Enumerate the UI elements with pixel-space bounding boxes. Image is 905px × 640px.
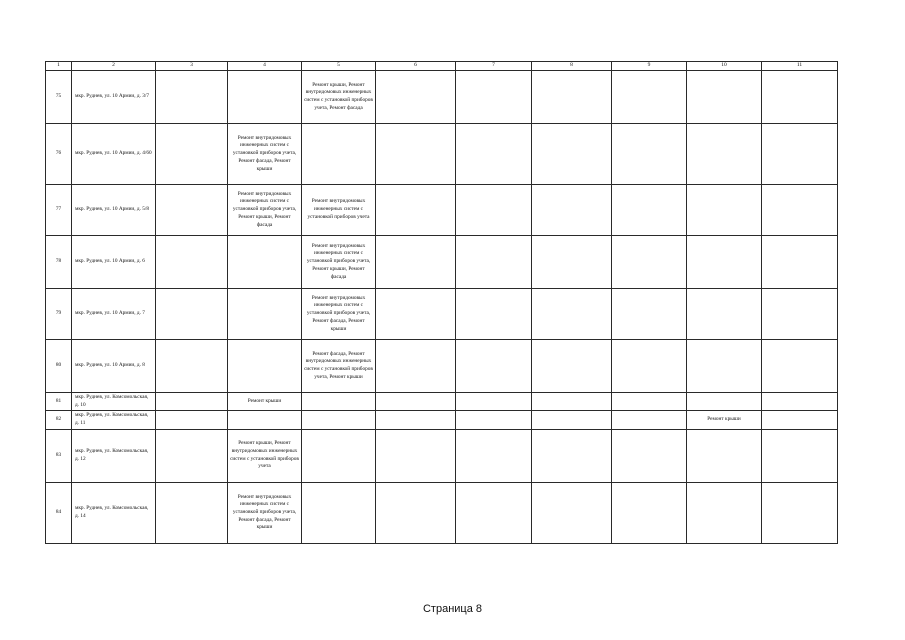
work-cell bbox=[687, 236, 762, 289]
work-cell bbox=[612, 185, 687, 236]
work-cell bbox=[762, 124, 838, 185]
work-cell: Ремонт внутридомовых инженерных систем с установкой приборов учета bbox=[302, 185, 376, 236]
row-number: 84 bbox=[46, 482, 72, 543]
table-row bbox=[46, 185, 838, 236]
work-cell bbox=[302, 482, 376, 543]
work-cell bbox=[376, 340, 456, 393]
row-number: 81 bbox=[46, 393, 72, 411]
work-cell bbox=[376, 411, 456, 429]
work-cell bbox=[687, 71, 762, 124]
work-cell bbox=[762, 340, 838, 393]
work-cell bbox=[762, 185, 838, 236]
work-cell bbox=[228, 289, 302, 340]
work-cell bbox=[456, 236, 532, 289]
work-cell bbox=[612, 71, 687, 124]
work-cell bbox=[156, 71, 228, 124]
work-cell: Ремонт внутридомовых инженерных систем с установкой приборов учета, Ремонт фасада, Ремонт крыши bbox=[228, 124, 302, 185]
work-cell bbox=[532, 393, 612, 411]
work-cell bbox=[228, 236, 302, 289]
work-cell: Ремонт крыши bbox=[228, 393, 302, 411]
page-number: Страница 8 bbox=[422, 603, 483, 615]
work-cell bbox=[376, 124, 456, 185]
work-cell bbox=[762, 429, 838, 482]
row-number: 80 bbox=[46, 340, 72, 393]
row-number: 76 bbox=[46, 124, 72, 185]
address-cell: мкр. Руднев, ул. 10 Армии, д. 6 bbox=[72, 236, 156, 289]
work-cell bbox=[156, 289, 228, 340]
work-cell bbox=[532, 185, 612, 236]
work-cell bbox=[532, 289, 612, 340]
address-cell: мкр. Руднев, ул. 10 Армии, д. 8 bbox=[72, 340, 156, 393]
work-cell: Ремонт внутридомовых инженерных систем с установкой приборов учета, Ремонт фасада, Ремонт крыши bbox=[228, 482, 302, 543]
address-cell: мкр. Руднев, ул. 10 Армии, д. 5/8 bbox=[72, 185, 156, 236]
table-row bbox=[46, 482, 838, 543]
work-cell bbox=[156, 340, 228, 393]
work-cell bbox=[228, 71, 302, 124]
column-header: 4 bbox=[228, 62, 302, 71]
work-cell bbox=[612, 411, 687, 429]
column-header: 1 bbox=[46, 62, 72, 71]
address-cell: мкр. Руднев, ул. 10 Армии, д. 7 bbox=[72, 289, 156, 340]
work-cell bbox=[302, 429, 376, 482]
column-header: 6 bbox=[376, 62, 456, 71]
work-cell bbox=[532, 429, 612, 482]
work-cell bbox=[156, 482, 228, 543]
work-cell bbox=[302, 124, 376, 185]
work-cell bbox=[456, 340, 532, 393]
table-row bbox=[46, 411, 838, 429]
work-cell bbox=[532, 340, 612, 393]
address-cell: мкр. Руднев, ул. 10 Армии, д. 3/7 bbox=[72, 71, 156, 124]
table-row bbox=[46, 124, 838, 185]
work-cell bbox=[612, 340, 687, 393]
work-cell bbox=[156, 185, 228, 236]
address-cell: мкр. Руднев, ул. Комсомольская, д. 10 bbox=[72, 393, 156, 411]
work-cell bbox=[376, 71, 456, 124]
work-cell bbox=[532, 236, 612, 289]
work-cell bbox=[612, 124, 687, 185]
work-cell bbox=[376, 429, 456, 482]
work-cell: Ремонт внутридомовых инженерных систем с установкой приборов учета, Ремонт фасада, Ремонт крыши bbox=[302, 289, 376, 340]
work-cell bbox=[687, 482, 762, 543]
work-cell bbox=[687, 340, 762, 393]
work-cell bbox=[532, 71, 612, 124]
work-cell bbox=[532, 124, 612, 185]
work-cell bbox=[156, 411, 228, 429]
work-cell bbox=[456, 71, 532, 124]
column-header: 7 bbox=[456, 62, 532, 71]
work-cell bbox=[156, 236, 228, 289]
table-row bbox=[46, 429, 838, 482]
work-cell bbox=[302, 411, 376, 429]
work-cell bbox=[228, 411, 302, 429]
work-cell bbox=[762, 482, 838, 543]
work-cell bbox=[156, 124, 228, 185]
work-cell bbox=[456, 429, 532, 482]
work-cell bbox=[762, 393, 838, 411]
work-cell bbox=[687, 185, 762, 236]
work-cell bbox=[687, 289, 762, 340]
work-cell bbox=[612, 236, 687, 289]
column-header: 11 bbox=[762, 62, 838, 71]
work-cell bbox=[612, 289, 687, 340]
column-header: 10 bbox=[687, 62, 762, 71]
work-cell: Ремонт крыши bbox=[687, 411, 762, 429]
work-cell bbox=[762, 71, 838, 124]
column-header: 3 bbox=[156, 62, 228, 71]
work-cell bbox=[302, 393, 376, 411]
work-cell bbox=[762, 411, 838, 429]
work-cell bbox=[612, 393, 687, 411]
work-cell bbox=[687, 124, 762, 185]
table-row bbox=[46, 71, 838, 124]
work-cell bbox=[762, 289, 838, 340]
work-cell bbox=[612, 429, 687, 482]
work-cell bbox=[376, 393, 456, 411]
work-cell: Ремонт фасада, Ремонт внутридомовых инженерных систем с установкой приборов учета, Ремонт крыши bbox=[302, 340, 376, 393]
work-cell bbox=[762, 236, 838, 289]
column-header: 8 bbox=[532, 62, 612, 71]
work-cell bbox=[456, 482, 532, 543]
work-cell bbox=[376, 236, 456, 289]
work-cell: Ремонт внутридомовых инженерных систем с установкой приборов учета, Ремонт крыши, Ремонт фасада bbox=[228, 185, 302, 236]
work-cell bbox=[612, 482, 687, 543]
work-cell bbox=[687, 429, 762, 482]
address-cell: мкр. Руднев, ул. 10 Армии, д. 4/60 bbox=[72, 124, 156, 185]
work-cell bbox=[456, 393, 532, 411]
work-cell: Ремонт внутридомовых инженерных систем с установкой приборов учета, Ремонт крыши, Ремонт фасада bbox=[302, 236, 376, 289]
work-cell bbox=[376, 482, 456, 543]
table-row bbox=[46, 340, 838, 393]
work-cell bbox=[456, 411, 532, 429]
address-cell: мкр. Руднев, ул. Комсомольская, д. 12 bbox=[72, 429, 156, 482]
work-cell bbox=[456, 185, 532, 236]
table-row bbox=[46, 289, 838, 340]
work-cell: Ремонт крыши, Ремонт внутридомовых инженерных систем с установкой приборов учета bbox=[228, 429, 302, 482]
table-row bbox=[46, 393, 838, 411]
row-number: 79 bbox=[46, 289, 72, 340]
row-number: 77 bbox=[46, 185, 72, 236]
work-cell bbox=[456, 124, 532, 185]
work-cell bbox=[456, 289, 532, 340]
work-cell bbox=[532, 482, 612, 543]
column-number-header-row bbox=[46, 62, 838, 71]
column-header: 2 bbox=[72, 62, 156, 71]
work-cell bbox=[532, 411, 612, 429]
column-header: 5 bbox=[302, 62, 376, 71]
table-body bbox=[46, 62, 838, 544]
work-cell bbox=[156, 393, 228, 411]
work-cell bbox=[228, 340, 302, 393]
row-number: 75 bbox=[46, 71, 72, 124]
work-cell bbox=[376, 289, 456, 340]
work-cell bbox=[687, 393, 762, 411]
column-header: 9 bbox=[612, 62, 687, 71]
work-cell bbox=[156, 429, 228, 482]
work-cell bbox=[376, 185, 456, 236]
table-row bbox=[46, 236, 838, 289]
address-cell: мкр. Руднев, ул. Комсомольская, д. 14 bbox=[72, 482, 156, 543]
row-number: 83 bbox=[46, 429, 72, 482]
row-number: 78 bbox=[46, 236, 72, 289]
repair-schedule-table bbox=[45, 61, 838, 544]
work-cell: Ремонт крыши, Ремонт внутридомовых инженерных систем с установкой приборов учета, Ремонт фасада bbox=[302, 71, 376, 124]
row-number: 82 bbox=[46, 411, 72, 429]
address-cell: мкр. Руднев, ул. Комсомольская, д. 11 bbox=[72, 411, 156, 429]
